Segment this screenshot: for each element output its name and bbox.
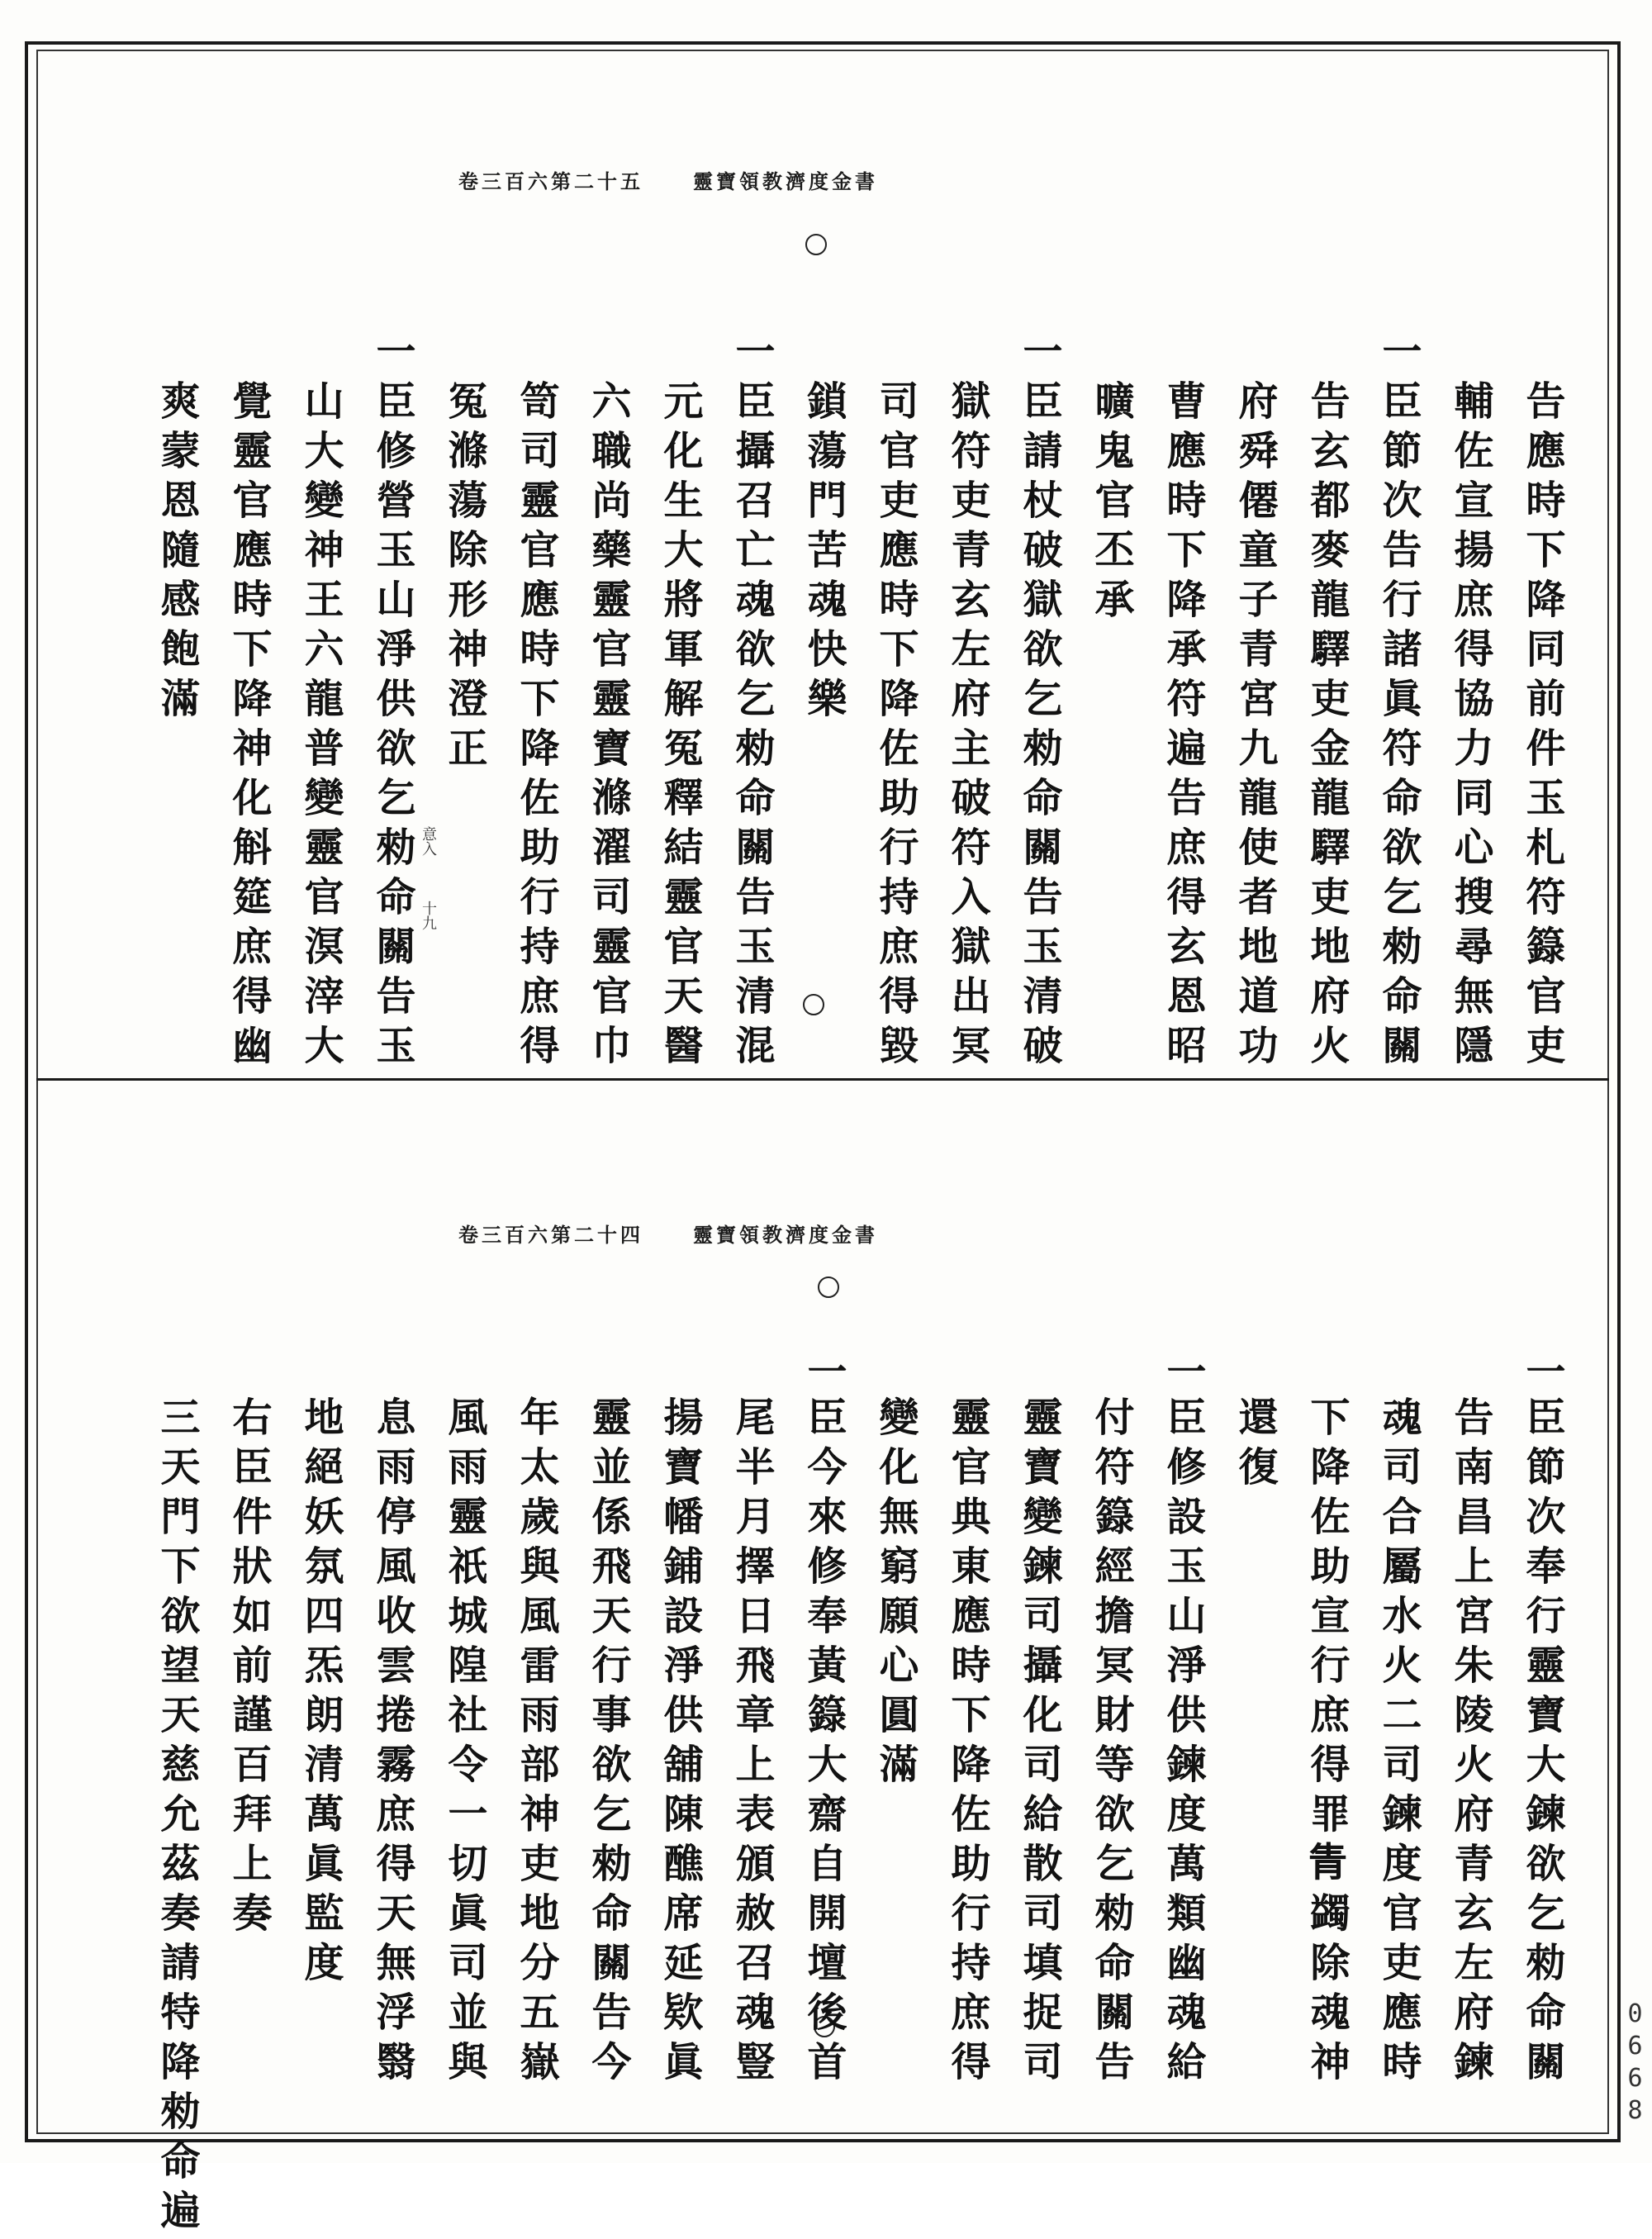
top-column-text: 覺靈官應時下降神化斛筵庶得幽 — [225, 380, 272, 1074]
top-column-mark: 一 — [729, 330, 775, 380]
top-column-text: 司官吏應時下降佐助行持庶得毀 — [872, 380, 919, 1074]
top-column-text: 笥司靈官應時下降佐助行持庶得 — [513, 380, 559, 1074]
top-column-text: 臣請杖破獄欲乞勑命關告玉清破 — [1016, 380, 1062, 1074]
top-header-section: 卷三百六第二十五 — [458, 169, 643, 193]
top-side-note: 意入 — [420, 826, 437, 856]
top-column-text: 獄符吏青玄左府主破符入獄出冥 — [944, 380, 990, 1074]
bottom-column-text: 魂司合屬水火二司鍊度官吏應時 — [1375, 1396, 1422, 2090]
top-ring-mark — [805, 234, 827, 255]
bottom-column-text: 三天門下欲望天慈允茲奏請特降勑命遍 — [154, 1396, 200, 2239]
bottom-column-text: 告南昌上宮朱陵火府青玄左府鍊 — [1447, 1396, 1493, 2090]
bottom-column-text: 臣節次奉行靈寶大鍊欲乞勑命關 — [1519, 1396, 1565, 2090]
bottom-column-text: 尾半月擇日飛章上表頒赦召魂豎 — [729, 1396, 775, 2090]
top-column-text: 臣修營玉山淨供欲乞勑命關告玉 — [369, 380, 415, 1074]
top-column-text: 冤滌蕩除形神澄正 — [441, 380, 487, 777]
top-column-mark: 一 — [1016, 330, 1062, 380]
top-folio-note: 十九 — [420, 901, 437, 930]
top-running-header — [458, 165, 878, 194]
bottom-column-text: 靈並係飛天行事欲乞勑命關告今 — [585, 1396, 631, 2090]
page-number: 0668 — [1621, 1999, 1650, 2128]
bottom-column-text: 地絕妖氛四炁朗清萬眞監度 — [297, 1396, 344, 1991]
top-column-text: 六職尚藥靈官靈寶滌濯司靈官巾 — [585, 380, 631, 1074]
bottom-column-text: 靈寶變鍊司攝化司給散司填捉司 — [1016, 1396, 1062, 2090]
bottom-running-header — [458, 1219, 878, 1248]
bottom-column-text: 還復 — [1232, 1396, 1278, 1495]
top-column-text: 臣節次告行諸眞符命欲乞勑命關 — [1375, 380, 1422, 1074]
top-column-mark: 一 — [369, 330, 415, 380]
bottom-column-text: 右臣件狀如前謹百拜上奏 — [225, 1396, 272, 1942]
bottom-column-text: 風雨靈祇城隍社令一切眞司並與 — [441, 1396, 487, 2090]
bottom-column-text: 息雨停風收雲捲霧庶得天無浮翳 — [369, 1396, 415, 2090]
bottom-column-mark: 一 — [800, 1351, 847, 1400]
bottom-column-text: 靈官典東應時下降佐助行持庶得 — [944, 1396, 990, 2090]
bottom-column-text: 臣今來修奉黃籙大齋自開壇後首 — [800, 1396, 847, 2090]
bottom-column-text: 臣修設玉山淨供鍊度萬類幽魂給 — [1160, 1396, 1206, 2090]
bottom-column-text: 下降佐助宣行庶得罪𤯝蠲除魂神 — [1303, 1396, 1350, 2090]
top-column-text: 元化生大將軍解冤釋結靈官天醫 — [657, 380, 703, 1074]
bottom-column-mark: 一 — [1160, 1351, 1206, 1400]
bottom-header-section: 卷三百六第二十四 — [458, 1223, 643, 1247]
top-column-text: 輔佐宣揚庶得協力同心搜尋無隱 — [1447, 380, 1493, 1074]
bottom-header-title: 靈寶領教濟度金書 — [693, 1223, 878, 1247]
bottom-column-mark: 一 — [1519, 1351, 1565, 1400]
top-column-text: 爽蒙恩隨感飽滿 — [154, 380, 200, 727]
top-header-title: 靈寶領教濟度金書 — [693, 169, 878, 193]
top-column-text: 臣攝召亡魂欲乞勑命關告玉清混 — [729, 380, 775, 1074]
bottom-column-text: 變化無窮願心圓滿 — [872, 1396, 919, 1793]
top-column-text: 告玄都麥龍驛吏金龍驛吏地府火 — [1303, 380, 1350, 1074]
top-column-text: 山大變神王六龍普變靈官溟滓大 — [297, 380, 344, 1074]
bottom-ring-mark — [818, 1276, 839, 1298]
top-column-text: 告應時下降同前件玉札符籙官吏 — [1519, 380, 1565, 1074]
bottom-column-text: 年太歲與風雷雨部神吏地分五嶽 — [513, 1396, 559, 2090]
panel-divider — [36, 1078, 1609, 1081]
top-column-text: 曠鬼官丕承 — [1088, 380, 1134, 628]
top-column-text: 府舜僊童子青宮九龍使者地道功 — [1232, 380, 1278, 1074]
top-column-mark: 一 — [1375, 330, 1422, 380]
top-column-text: 曹應時下降承符遍告庶得玄恩昭 — [1160, 380, 1206, 1074]
bottom-column-text: 付符籙經擔冥財等欲乞勑命關告 — [1088, 1396, 1134, 2090]
top-column-text: 鎖蕩門苦魂快樂 — [800, 380, 847, 727]
top-ring-mark-lower — [803, 994, 824, 1015]
bottom-column-text: 揚寶幡鋪設淨供舖陳醮席延欵眞 — [657, 1396, 703, 2090]
